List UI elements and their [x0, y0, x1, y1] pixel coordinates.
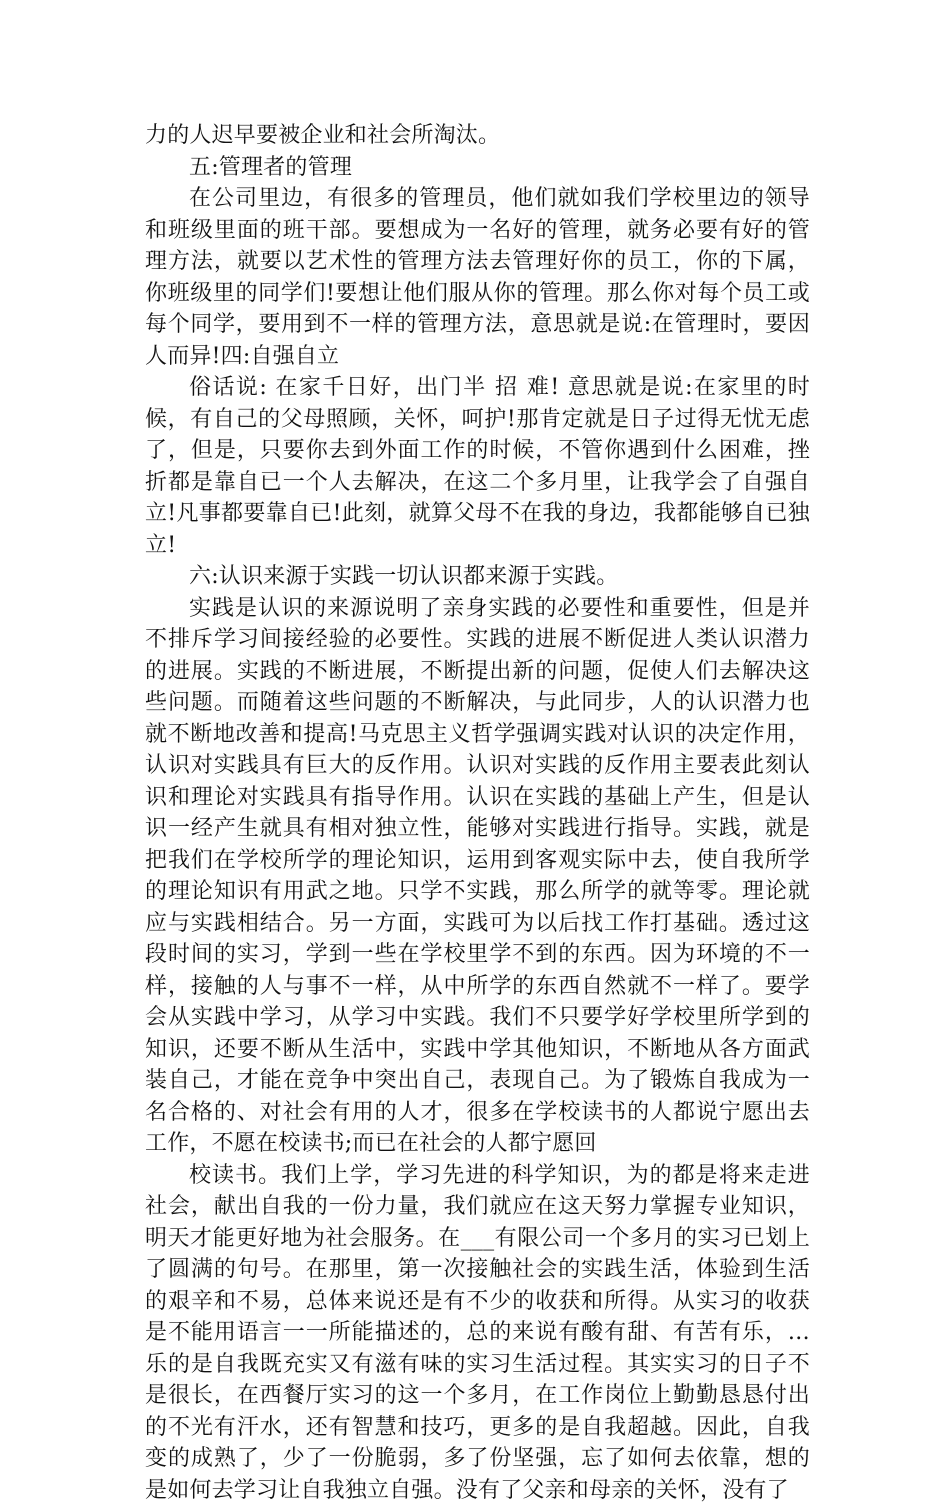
paragraph-internship-summary: 校读书。我们上学，学习先进的科学知识，为的都是将来走进社会，献出自我的一份力量，我们就应在这天努力掌握专业知识，明天才能更好地为社会服务。在___有限公司一个多月的实习已划上了圆满的句号。在那里，第一次接触社会的实践生活，体验到生活的艰辛和不易，总体来说还是有不少的收获和所得。从实习的收获是不能用语言一一所能描述的，总的来说有酸有甜、有苦有乐，…乐的是自我既充实又有滋有味的实习生活过程。其实实习的日子不是很长，在西餐厅实习的这一个多月，在工作岗位上勤勤恳恳付出的不光有汗水，还有智慧和技巧，更多的是自我超越。因此，自我变的成熟了，少了一份脆弱，多了份坚强，忘了如何去依靠，想的是如何去学习让自我独立自强。没有了父亲和母亲的关怀，没有了: [145, 1160, 810, 1506]
paragraph-intro: 力的人迟早要被企业和社会所淘汰。: [145, 120, 810, 152]
document-body: [145, 120, 810, 1506]
paragraph-management: 在公司里边，有很多的管理员，他们就如我们学校里边的领导和班级里面的班干部。要想成为一名好的管理，就务必要有好的管理方法，就要以艺术性的管理方法去管理好你的员工，你的下属，你班级里的同学们!要想让他们服从你的管理。那么你对每个员工或每个同学，要用到不一样的管理方法，意思就是说:在管理时，要因人而异!四:自强自立: [145, 183, 810, 372]
paragraph-practice: 实践是认识的来源说明了亲身实践的必要性和重要性，但是并不排斥学习间接经验的必要性。实践的进展不断促进人类认识潜力的进展。实践的不断进展，不断提出新的问题，促使人们去解决这些问题。而随着这些问题的不断解决，与此同步，人的认识潜力也就不断地改善和提高!马克思主义哲学强调实践对认识的决定作用，认识对实践具有巨大的反作用。认识对实践的反作用主要表此刻认识和理论对实践具有指导作用。认识在实践的基础上产生，但是认识一经产生就具有相对独立性，能够对实践进行指导。实践，就是把我们在学校所学的理论知识，运用到客观实际中去，使自我所学的理论知识有用武之地。只学不实践，那么所学的就等零。理论就应与实践相结合。另一方面，实践可为以后找工作打基础。透过这段时间的实习，学到一些在学校里学不到的东西。因为环境的不一样，接触的人与事不一样，从中所学的东西自然就不一样了。要学会从实践中学习，从学习中实践。我们不只要学好学校里所学到的知识，还要不断从生活中，实践中学其他知识，不断地从各方面武装自己，才能在竞争中突出自己，表现自己。为了锻炼自我成为一名合格的、对社会有用的人才，很多在学校读书的人都说宁愿出去工作，不愿在校读书;而已在社会的人都宁愿回: [145, 593, 810, 1160]
paragraph-self-reliance: 俗话说: 在家千日好，出门半 招 难! 意思就是说:在家里的时候，有自己的父母照顾，关怀，呵护!那肯定就是日子过得无忧无虑了，但是，只要你去到外面工作的时候，不管你遇到什么困难，挫折都是靠自已一个人去解决，在这二个多月里，让我学会了自强自立!凡事都要靠自已!此刻，就算父母不在我的身边，我都能够自已独立!: [145, 372, 810, 561]
section-heading-management: 五:管理者的管理: [145, 152, 810, 184]
section-heading-practice: 六:认识来源于实践一切认识都来源于实践。: [145, 561, 810, 593]
